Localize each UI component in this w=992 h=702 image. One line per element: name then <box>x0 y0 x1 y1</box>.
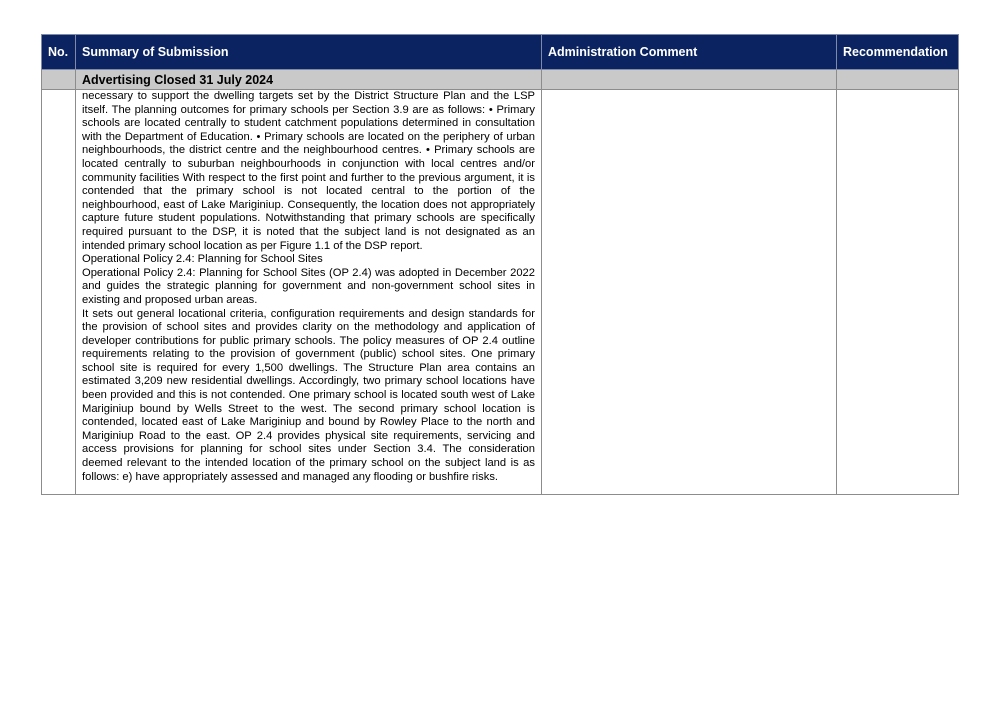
submissions-sheet <box>41 34 958 495</box>
group-no-cell <box>42 70 76 90</box>
row-admin-comment-cell <box>542 90 837 495</box>
summary-text <box>82 90 535 484</box>
header-recommendation: Recommendation <box>837 35 959 70</box>
header-summary: Summary of Submission <box>76 35 542 70</box>
table-row <box>42 90 959 495</box>
summary-paragraph: necessary to support the dwelling targets set by the District Structure Plan and the LSP itself. The planning outcomes for primary schools per Section 3.9 are as follows: • Primary schools are located centrally to student catchment populations determined in consultation with the Department of Education. • Primary schools are located on the periphery of urban neighbourhoods, the district centre and the neighbourhood centres. • Primary schools are located centrally to suburban neighbourhoods in conjunction with local centres and/or community facilities With respect to the first point and further to the previous argument, it is contended that the primary school is not located central to the portion of the neighbourhood, east of Lake Mariginiup. Consequently, the location does not appropriately capture future student populations. Notwithstanding that primary schools are specifically required pursuant to the DSP, it is noted that the subject land is not designated as an intended primary school location as per Figure 1.1 of the DSP report. <box>82 90 535 252</box>
header-admin-comment: Administration Comment <box>542 35 837 70</box>
summary-paragraph: Operational Policy 2.4: Planning for School Sites (OP 2.4) was adopted in December 2022 and guides the strategic planning for government and non-government school sites in existing and proposed urban areas. <box>82 266 535 306</box>
group-heading-row <box>42 70 959 90</box>
group-recommendation-cell <box>837 70 959 90</box>
summary-paragraph: It sets out general locational criteria, configuration requirements and design standards for the provision of school sites and provides clarity on the methodology and application of developer contributions for public primary schools. The policy measures of OP 2.4 outline requirements relating to the provision of government (public) school sites. One primary school site is required for every 1,500 dwellings. The Structure Plan area contains an estimated 3,209 new residential dwellings. Accordingly, two primary school locations have been provided and this is not contended. One primary school is located south west of Lake Mariginiup bound by Wells Street to the west. The second primary school location is contended, located east of Lake Mariginiup and bound by Rowley Place to the north and Mariginiup Road to the east. OP 2.4 provides physical site requirements, servicing and access provisions for planning for school sites under Section 3.4. The consideration deemed relevant to the intended location of the primary school on the subject land is as follows: e) have appropriately assessed and managed any flooding or bushfire risks. <box>82 307 535 483</box>
table-header-row <box>42 35 959 70</box>
summary-paragraph: Operational Policy 2.4: Planning for School Sites <box>82 253 323 266</box>
submissions-table <box>41 34 959 495</box>
group-heading: Advertising Closed 31 July 2024 <box>76 70 542 90</box>
row-no-cell <box>42 90 76 495</box>
row-summary-cell <box>76 90 542 495</box>
header-no: No. <box>42 35 76 70</box>
row-recommendation-cell <box>837 90 959 495</box>
group-admin-cell <box>542 70 837 90</box>
